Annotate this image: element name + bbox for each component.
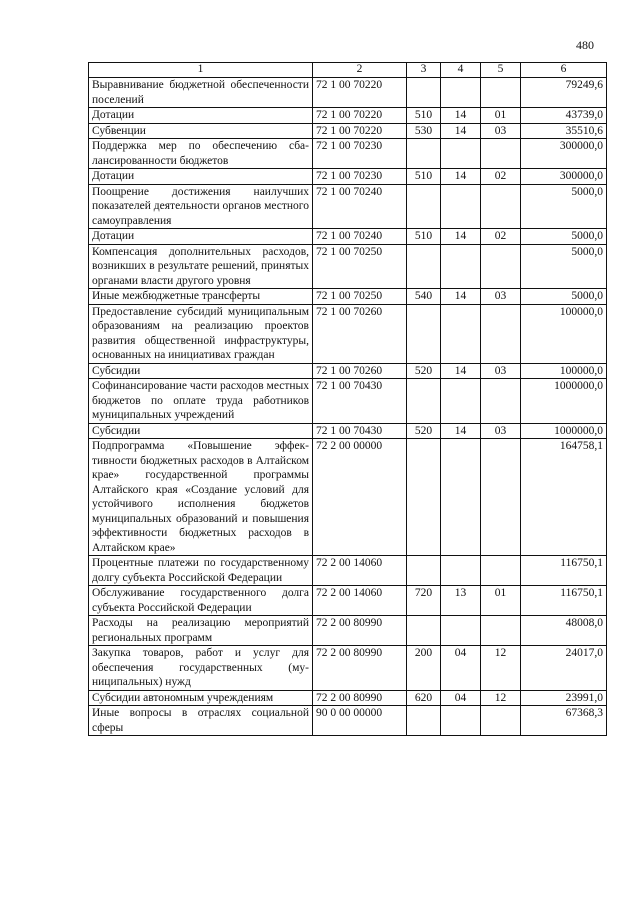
amount-cell: 5000,0 (521, 229, 607, 245)
amount-cell: 79249,6 (521, 78, 607, 108)
expense-type-cell: 620 (407, 690, 441, 706)
section-cell (441, 78, 481, 108)
amount-cell: 35510,6 (521, 123, 607, 139)
amount-cell: 24017,0 (521, 646, 607, 691)
amount-cell: 67368,3 (521, 706, 607, 736)
expense-type-cell (407, 616, 441, 646)
table-row (89, 556, 607, 586)
target-code-cell: 72 1 00 70250 (313, 244, 407, 289)
expense-type-cell (407, 706, 441, 736)
target-code-cell: 72 1 00 70430 (313, 423, 407, 439)
item-name-cell: Иные межбюджетные трансферты (89, 289, 313, 305)
expense-type-cell: 520 (407, 363, 441, 379)
expense-type-cell (407, 244, 441, 289)
page-number: 480 (576, 38, 594, 52)
target-code-cell: 72 2 00 80990 (313, 646, 407, 691)
expense-type-cell: 540 (407, 289, 441, 305)
item-name-cell: Поощрение достижения наилучших показателей деятельности органов местного самоуправления (89, 184, 313, 229)
amount-cell: 300000,0 (521, 169, 607, 185)
subsection-cell: 01 (481, 586, 521, 616)
amount-cell: 48008,0 (521, 616, 607, 646)
section-cell (441, 244, 481, 289)
section-cell: 14 (441, 289, 481, 305)
table-row (89, 439, 607, 556)
target-code-cell: 72 2 00 00000 (313, 439, 407, 556)
section-cell (441, 616, 481, 646)
subsection-cell (481, 78, 521, 108)
target-code-cell: 72 2 00 80990 (313, 616, 407, 646)
item-name-cell: Выравнивание бюджетной обеспеченности поселений (89, 78, 313, 108)
item-name-cell: Софинансирование части расходов местных бюджетов по оплате труда работников муниципальных учреждений (89, 379, 313, 424)
item-name-cell: Обслуживание государственного долга субъекта Российской Федерации (89, 586, 313, 616)
table-header (89, 63, 607, 78)
amount-cell: 1000000,0 (521, 379, 607, 424)
target-code-cell: 72 1 00 70220 (313, 108, 407, 124)
section-cell (441, 139, 481, 169)
section-cell: 14 (441, 169, 481, 185)
subsection-cell (481, 439, 521, 556)
table-row (89, 690, 607, 706)
column-header-5: 5 (481, 63, 521, 78)
subsection-cell: 03 (481, 363, 521, 379)
table-row (89, 123, 607, 139)
subsection-cell (481, 139, 521, 169)
table-row (89, 706, 607, 736)
section-cell (441, 439, 481, 556)
amount-cell: 100000,0 (521, 363, 607, 379)
expense-type-cell (407, 184, 441, 229)
subsection-cell: 02 (481, 169, 521, 185)
subsection-cell (481, 556, 521, 586)
table-row (89, 646, 607, 691)
item-name-cell: Предоставление субсидий муниципальным образованиям на реализацию проектов развития общественной инфраструктуры, основанных на инициативах граждан (89, 304, 313, 363)
expense-type-cell (407, 139, 441, 169)
item-name-cell: Компенсация дополнительных расходов, возникших в результате решений, принятых органами власти другого уровня (89, 244, 313, 289)
item-name-cell: Расходы на реализацию мероприятий региональных программ (89, 616, 313, 646)
section-cell: 14 (441, 423, 481, 439)
item-name-cell: Субвенции (89, 123, 313, 139)
subsection-cell (481, 304, 521, 363)
expense-type-cell: 510 (407, 229, 441, 245)
amount-cell: 23991,0 (521, 690, 607, 706)
column-header-4: 4 (441, 63, 481, 78)
amount-cell: 5000,0 (521, 244, 607, 289)
expense-type-cell: 200 (407, 646, 441, 691)
expense-type-cell (407, 556, 441, 586)
item-name-cell: Субсидии автономным учреждениям (89, 690, 313, 706)
budget-table (88, 62, 607, 736)
target-code-cell: 72 1 00 70220 (313, 78, 407, 108)
header-row (89, 63, 607, 78)
item-name-cell: Поддержка мер по обеспечению сбалансированности бюджетов (89, 139, 313, 169)
table-row (89, 78, 607, 108)
target-code-cell: 72 1 00 70220 (313, 123, 407, 139)
expense-type-cell (407, 439, 441, 556)
section-cell: 14 (441, 108, 481, 124)
item-name-cell: Процентные платежи по государственному долгу субъекта Российской Федерации (89, 556, 313, 586)
target-code-cell: 90 0 00 00000 (313, 706, 407, 736)
target-code-cell: 72 2 00 80990 (313, 690, 407, 706)
section-cell (441, 304, 481, 363)
subsection-cell (481, 244, 521, 289)
section-cell: 14 (441, 123, 481, 139)
subsection-cell: 12 (481, 646, 521, 691)
expense-type-cell: 520 (407, 423, 441, 439)
subsection-cell (481, 184, 521, 229)
column-header-6: 6 (521, 63, 607, 78)
subsection-cell (481, 379, 521, 424)
target-code-cell: 72 1 00 70250 (313, 289, 407, 305)
subsection-cell: 03 (481, 123, 521, 139)
expense-type-cell: 510 (407, 108, 441, 124)
section-cell: 14 (441, 229, 481, 245)
table-row (89, 379, 607, 424)
subsection-cell (481, 616, 521, 646)
subsection-cell: 03 (481, 289, 521, 305)
table-row (89, 184, 607, 229)
item-name-cell: Субсидии (89, 363, 313, 379)
table-row (89, 616, 607, 646)
section-cell (441, 556, 481, 586)
subsection-cell (481, 706, 521, 736)
section-cell: 04 (441, 646, 481, 691)
target-code-cell: 72 1 00 70230 (313, 139, 407, 169)
table-row (89, 229, 607, 245)
target-code-cell: 72 1 00 70260 (313, 363, 407, 379)
item-name-cell: Субсидии (89, 423, 313, 439)
item-name-cell: Дотации (89, 169, 313, 185)
amount-cell: 5000,0 (521, 184, 607, 229)
amount-cell: 43739,0 (521, 108, 607, 124)
table-row (89, 304, 607, 363)
table-row (89, 139, 607, 169)
amount-cell: 164758,1 (521, 439, 607, 556)
item-name-cell: Закупка товаров, работ и услуг для обеспечения государственных (муниципальных) нужд (89, 646, 313, 691)
amount-cell: 1000000,0 (521, 423, 607, 439)
column-header-1: 1 (89, 63, 313, 78)
section-cell (441, 379, 481, 424)
table-row (89, 169, 607, 185)
expense-type-cell: 720 (407, 586, 441, 616)
target-code-cell: 72 2 00 14060 (313, 586, 407, 616)
expense-type-cell: 530 (407, 123, 441, 139)
amount-cell: 5000,0 (521, 289, 607, 305)
subsection-cell: 02 (481, 229, 521, 245)
column-header-3: 3 (407, 63, 441, 78)
expense-type-cell (407, 78, 441, 108)
table-row (89, 423, 607, 439)
expense-type-cell (407, 379, 441, 424)
amount-cell: 100000,0 (521, 304, 607, 363)
amount-cell: 300000,0 (521, 139, 607, 169)
column-header-2: 2 (313, 63, 407, 78)
amount-cell: 116750,1 (521, 586, 607, 616)
expense-type-cell: 510 (407, 169, 441, 185)
table-row (89, 289, 607, 305)
section-cell: 13 (441, 586, 481, 616)
target-code-cell: 72 1 00 70260 (313, 304, 407, 363)
section-cell: 04 (441, 690, 481, 706)
subsection-cell: 12 (481, 690, 521, 706)
item-name-cell: Дотации (89, 229, 313, 245)
item-name-cell: Подпрограмма «Повышение эффективности бюджетных расходов в Алтайском крае» государственной программы Алтайского края «Создание условий для устойчивого исполнения бюджетов муниципальных образований и повышения эффективности бюджетных расходов в Алтайском крае» (89, 439, 313, 556)
amount-cell: 116750,1 (521, 556, 607, 586)
target-code-cell: 72 2 00 14060 (313, 556, 407, 586)
target-code-cell: 72 1 00 70430 (313, 379, 407, 424)
item-name-cell: Дотации (89, 108, 313, 124)
section-cell: 14 (441, 363, 481, 379)
item-name-cell: Иные вопросы в отраслях социальной сферы (89, 706, 313, 736)
subsection-cell: 01 (481, 108, 521, 124)
target-code-cell: 72 1 00 70240 (313, 184, 407, 229)
table-row (89, 108, 607, 124)
section-cell (441, 706, 481, 736)
target-code-cell: 72 1 00 70240 (313, 229, 407, 245)
table-row (89, 586, 607, 616)
target-code-cell: 72 1 00 70230 (313, 169, 407, 185)
table-body (89, 78, 607, 736)
table-row (89, 244, 607, 289)
table-row (89, 363, 607, 379)
expense-type-cell (407, 304, 441, 363)
subsection-cell: 03 (481, 423, 521, 439)
section-cell (441, 184, 481, 229)
